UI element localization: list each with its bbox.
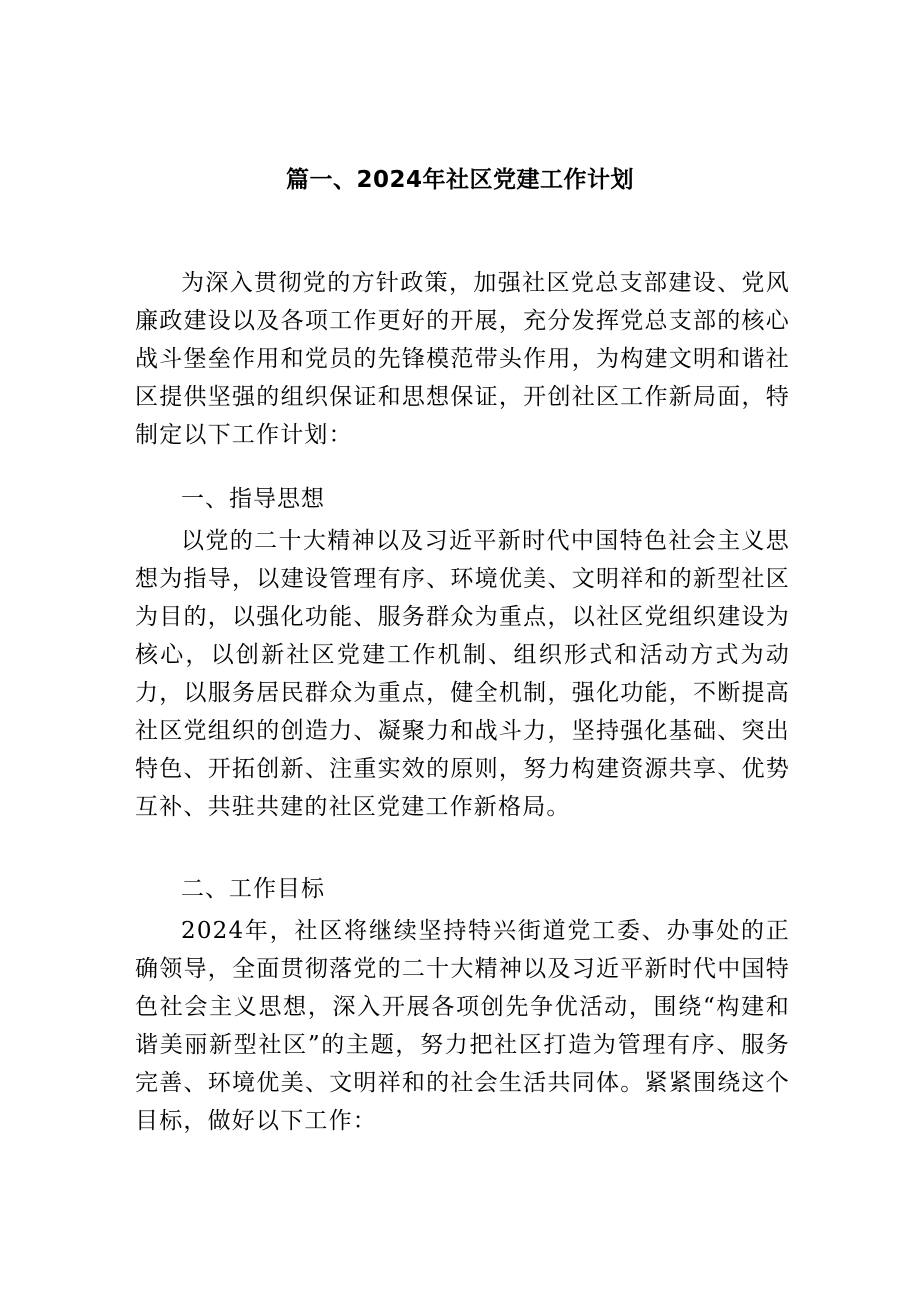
section-paragraph-work-goals: 2024年，社区将继续坚持特兴街道党工委、办事处的正确领导，全面贯彻落党的二十大精神以及习近平新时代中国特色社会主义思想，深入开展各项创先争优活动，围绕“构建和谐美丽新型社区”的主题，努力把社区打造为管理有序、服务完善、环境优美、文明祥和的社会生活共同体。紧紧围绕这个目标，做好以下工作：	[135, 918, 790, 1134]
document-title: 篇一、2024年社区党建工作计划	[285, 167, 634, 193]
intro-paragraph: 为深入贯彻党的方针政策，加强社区党总支部建设、党风廉政建设以及各项工作更好的开展，充分发挥党总支部的核心战斗堡垒作用和党员的先锋模范带头作用，为构建文明和谐社区提供坚强的组织保证和思想保证，开创社区工作新局面，特制定以下工作计划：	[135, 270, 790, 448]
section-paragraph-guiding-ideology: 以党的二十大精神以及习近平新时代中国特色社会主义思想为指导，以建设管理有序、环境优美、文明祥和的新型社区为目的，以强化功能、服务群众为重点，以社区党组织建设为核心，以创新社区党建工作机制、组织形式和活动方式为动力，以服务居民群众为重点，健全机制，强化功能，不断提高社区党组织的创造力、凝聚力和战斗力，坚持强化基础、突出特色、开拓创新、注重实效的原则，努力构建资源共享、优势互补、共驻共建的社区党建工作新格局。	[135, 528, 790, 820]
section-heading-work-goals: 二、工作目标	[181, 876, 325, 902]
section-heading-guiding-ideology: 一、指导思想	[181, 486, 325, 512]
